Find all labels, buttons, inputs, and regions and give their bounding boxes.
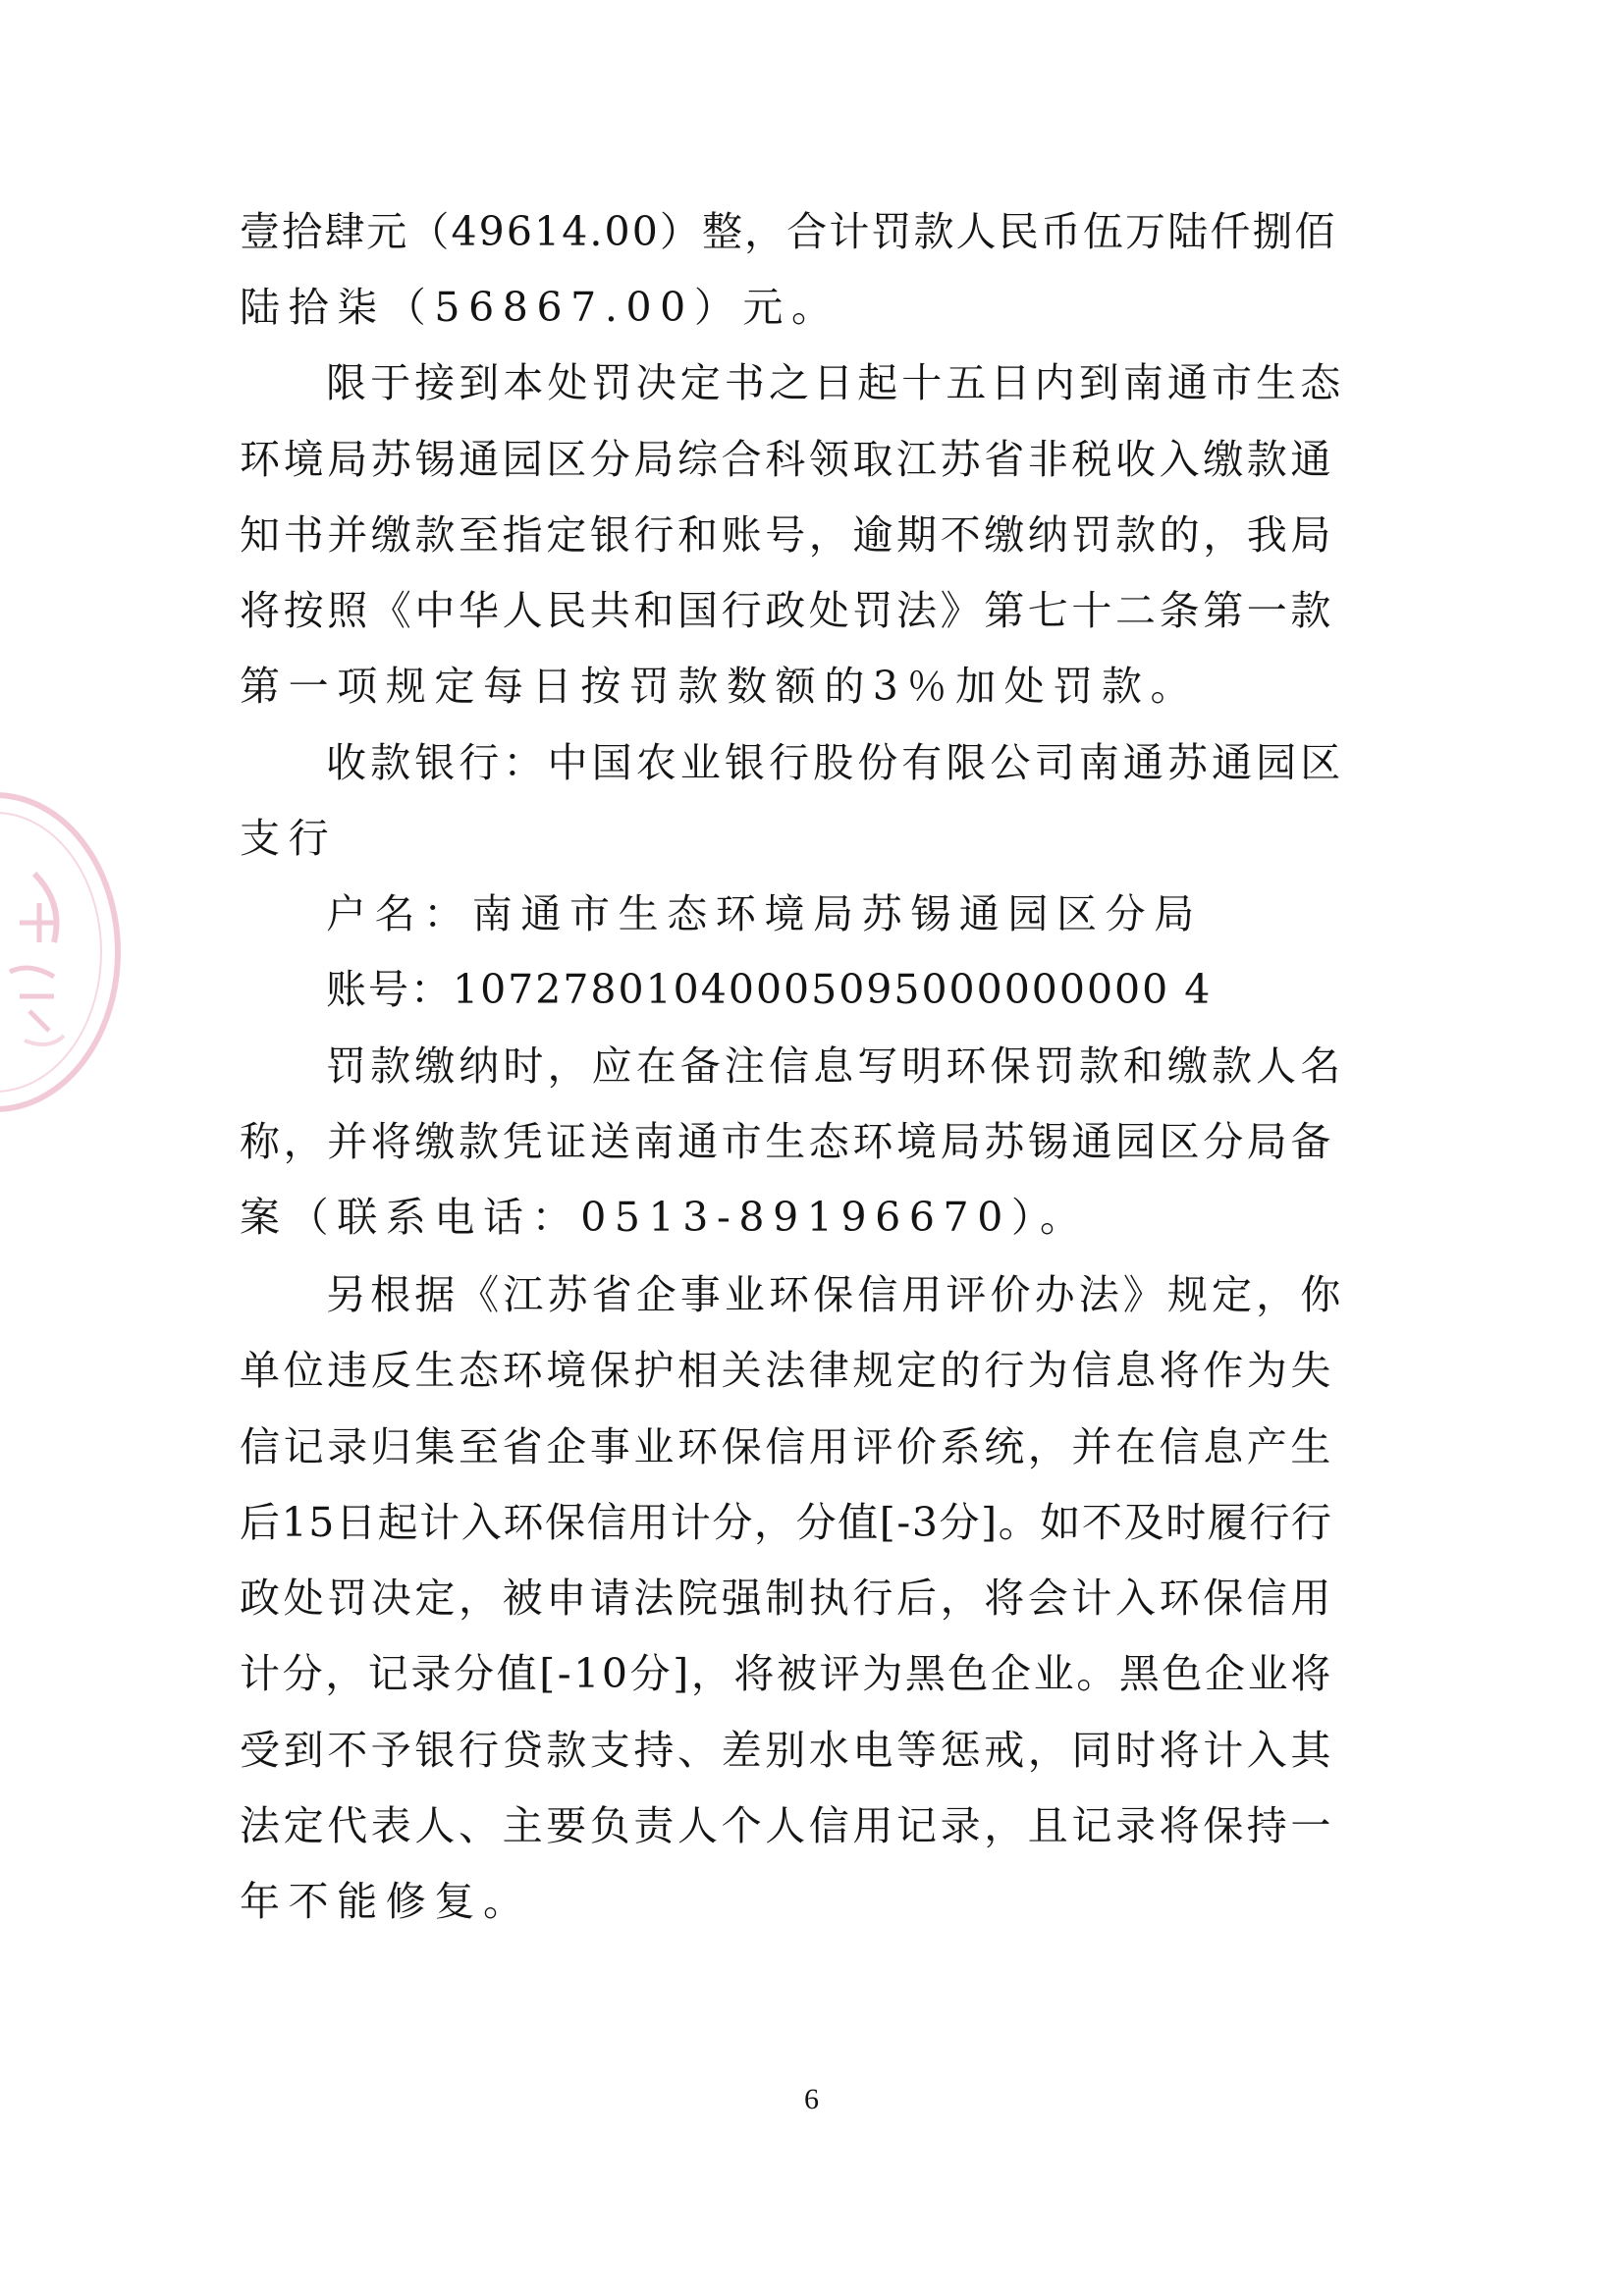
paragraph-amount-line-2: 陆拾柒（56867.00）元。	[240, 284, 840, 331]
paragraph-account-name: 户名：南通市生态环境局苏锡通园区分局	[326, 890, 1203, 937]
paragraph-credit-line-4: 后15日起计入环保信用计分，分值[-3分]。如不及时履行行	[240, 1499, 1333, 1546]
paragraph-remark-line-2: 称，并将缴款凭证送南通市生态环境局苏锡通园区分局备	[240, 1118, 1334, 1165]
paragraph-credit-line-9: 年不能修复。	[240, 1878, 532, 1925]
paragraph-deadline-line-3: 知书并缴款至指定银行和账号，逾期不缴纳罚款的，我局	[240, 511, 1334, 559]
paragraph-credit-line-1: 另根据《江苏省企事业环保信用评价办法》规定，你	[326, 1271, 1345, 1318]
paragraph-credit-line-5: 政处罚决定，被申请法院强制执行后，将会计入环保信用	[240, 1575, 1334, 1622]
paragraph-deadline-line-4: 将按照《中华人民共和国行政处罚法》第七十二条第一款	[240, 587, 1334, 634]
paragraph-bank-line-2: 支行	[240, 815, 338, 862]
paragraph-amount-line-1: 壹拾肆元（49614.00）整，合计罚款人民币伍万陆仟捌佰	[240, 208, 1337, 255]
paragraph-credit-line-6: 计分，记录分值[-10分]，将被评为黑色企业。黑色企业将	[240, 1650, 1333, 1697]
paragraph-remark-line-1: 罚款缴纳时，应在备注信息写明环保罚款和缴款人名	[326, 1042, 1345, 1090]
paragraph-deadline-line-5: 第一项规定每日按罚款数额的3％加处罚款。	[240, 663, 1200, 710]
page-number: 6	[804, 2083, 819, 2115]
paragraph-deadline-line-2: 环境局苏锡通园区分局综合科领取江苏省非税收入缴款通	[240, 436, 1334, 483]
paragraph-credit-line-3: 信记录归集至省企事业环保信用评价系统，并在信息产生	[240, 1423, 1334, 1470]
paragraph-credit-line-2: 单位违反生态环境保护相关法律规定的行为信息将作为失	[240, 1347, 1334, 1394]
paragraph-bank-line-1: 收款银行：中国农业银行股份有限公司南通苏通园区	[326, 739, 1345, 786]
paragraph-credit-line-7: 受到不予银行贷款支持、差别水电等惩戒，同时将计入其	[240, 1727, 1334, 1774]
paragraph-credit-line-8: 法定代表人、主要负责人个人信用记录，且记录将保持一	[240, 1802, 1334, 1849]
paragraph-account-number: 账号：10727801040005095000000000 4	[326, 966, 1213, 1013]
paragraph-remark-line-3: 案（联系电话：0513-89196670）。	[240, 1194, 1089, 1241]
paragraph-deadline-line-1: 限于接到本处罚决定书之日起十五日内到南通市生态	[326, 359, 1345, 406]
